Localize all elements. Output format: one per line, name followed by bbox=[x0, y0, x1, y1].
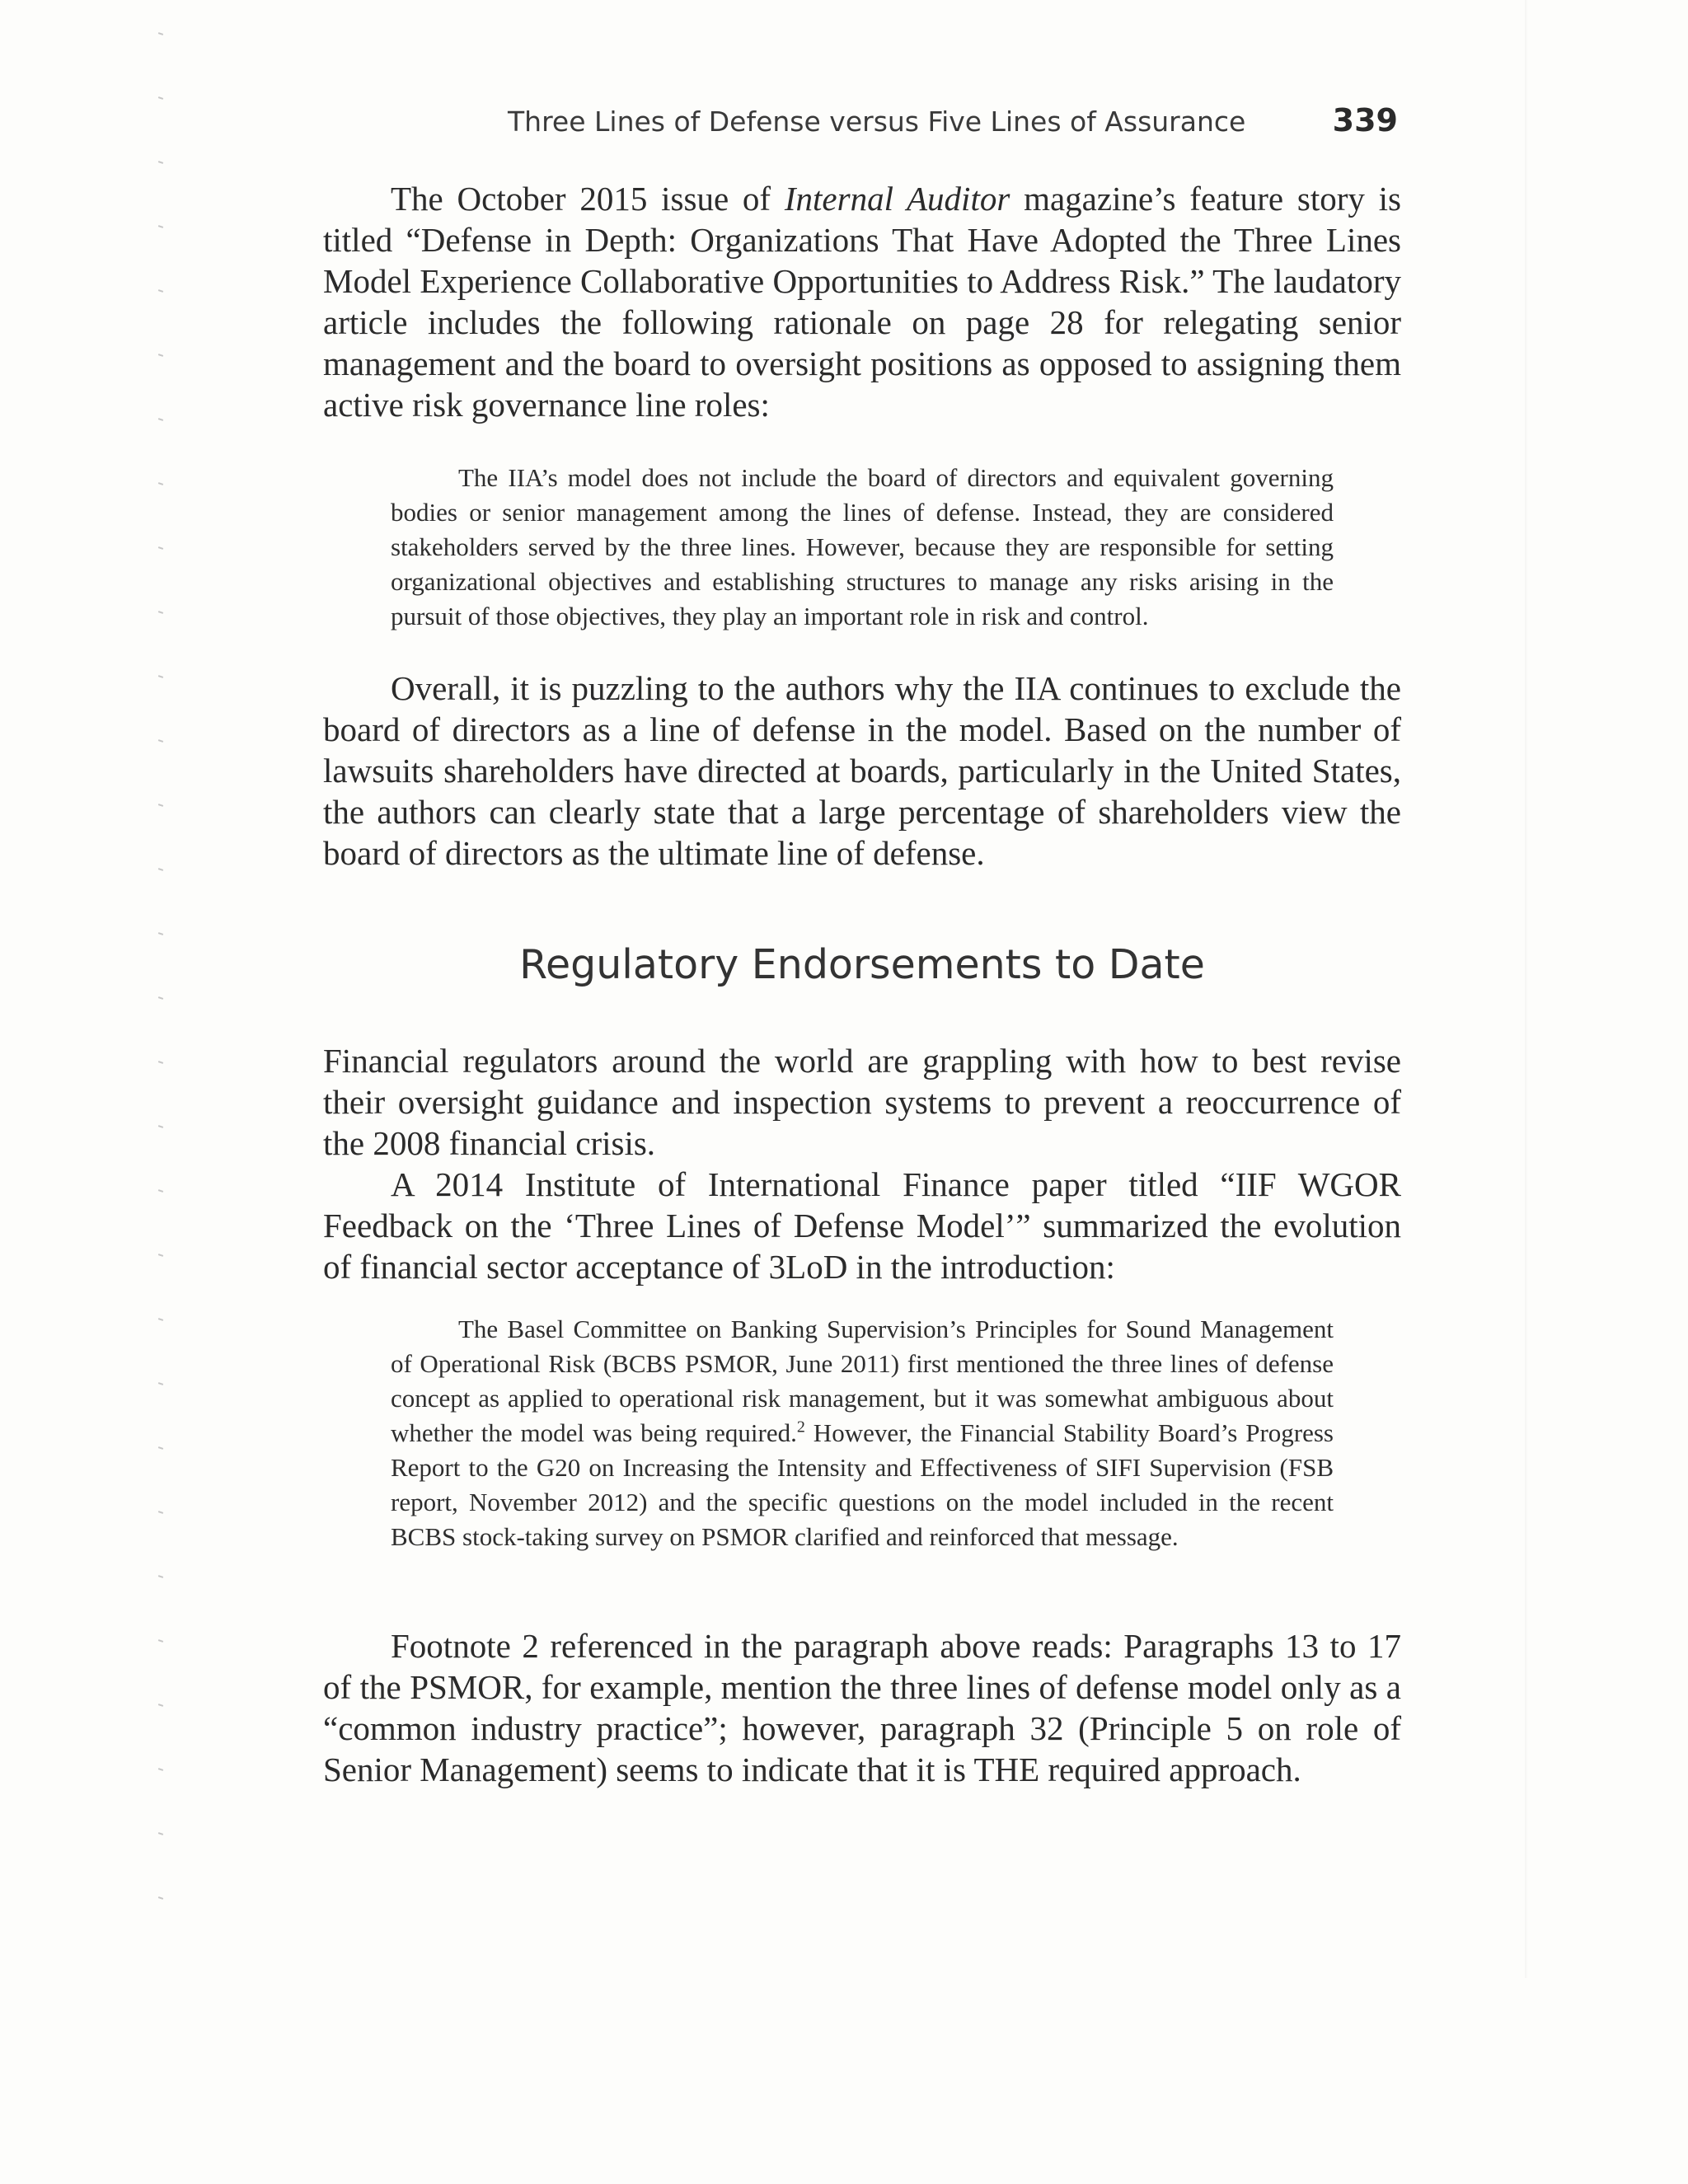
margin-tick-mark bbox=[158, 1511, 163, 1514]
paragraph-footnote-2: Footnote 2 referenced in the paragraph above reads: Paragraphs 13 to 17 of the PSMOR, for example, mention the three lines of defense model only as a “common industry practice”; however, paragraph 32 (Principle 5 on role of Senior Management) seems to indicate that it is THE required approach. bbox=[323, 1627, 1401, 1788]
quote-text: The Basel Committee on Banking Supervision’s Principles for Sound Management of Operational Risk (BCBS PSMOR, June 2011) first mentioned the three lines of defense concept as applied to operational risk management, but it was somewhat ambiguous about whether the model was being required. bbox=[391, 1315, 1334, 1447]
margin-tick-mark bbox=[158, 225, 163, 228]
margin-tick-mark bbox=[158, 611, 163, 614]
margin-tick-mark bbox=[158, 1832, 163, 1835]
margin-tick-mark bbox=[158, 675, 163, 678]
running-head: Three Lines of Defense versus Five Lines of Assurance bbox=[508, 105, 1246, 138]
margin-tick-mark bbox=[158, 482, 163, 485]
margin-tick-mark bbox=[158, 96, 163, 100]
margin-tick-mark bbox=[158, 289, 163, 293]
margin-tick-mark bbox=[158, 418, 163, 421]
margin-tick-mark bbox=[158, 1189, 163, 1193]
paragraph-puzzling: Overall, it is puzzling to the authors why the IIA continues to exclude the board of directors as a line of defense in the model. Based on the number of lawsuits shareholders have directed at boards, particularly in the United States, the authors can clearly state that a large percentage of shareholders view the board of directors as the ultimate line of defense. bbox=[323, 669, 1401, 872]
paragraph-text: magazine’s feature story is titled “Defense in Depth: Organizations That Have Adopted the Three Lines Model Experience Collaborative Opportunities to Address Risk.” The laudatory article includes the following rationale on page 28 for relegating senior management and the board to oversight positions as opposed to assigning them active risk governance line roles: bbox=[323, 180, 1401, 424]
paragraph-financial-regulators: Financial regulators around the world are grappling with how to best revise their oversight guidance and inspection systems to prevent a reoccurrence of the 2008 financial crisis. bbox=[323, 1042, 1401, 1162]
quote-text: However, the Financial Stability Board’s Progress Report to the G20 on Increasing the Intensity and Effectiveness of SIFI Supervision (FSB report, November 2012) and the specific questions on the model included in the recent BCBS stock-taking survey on PSMOR clarified and reinforced that message. bbox=[391, 1418, 1334, 1551]
margin-tick-mark bbox=[158, 932, 163, 935]
block-quote-iia-model: The IIA’s model does not include the board of directors and equivalent governing bodies or senior management among the lines of defense. Instead, they are considered stakeholders served by the three lines. However, because they are responsible for setting organizational objectives and establishing structures to manage any risks arising in the pursuit of those objectives, they play an important role in risk and control. bbox=[391, 463, 1334, 630]
margin-tick-mark bbox=[158, 1382, 163, 1385]
margin-tick-mark bbox=[158, 996, 163, 1000]
margin-tick-mark bbox=[158, 1061, 163, 1064]
paragraph-internal-auditor bbox=[323, 178, 1401, 425]
margin-tick-mark bbox=[158, 161, 163, 164]
margin-tick-mark bbox=[158, 1125, 163, 1128]
margin-tick-mark bbox=[158, 1704, 163, 1707]
margin-tick-mark bbox=[158, 868, 163, 871]
margin-tick-mark bbox=[158, 32, 163, 35]
margin-tick-mark bbox=[158, 354, 163, 357]
margin-tick-mark bbox=[158, 1446, 163, 1450]
block-quote-basel bbox=[391, 1312, 1334, 1554]
margin-tick-mark bbox=[158, 804, 163, 807]
margin-tick-mark bbox=[158, 1318, 163, 1321]
magazine-title: Internal Auditor bbox=[784, 180, 1010, 218]
footnote-reference: 2 bbox=[796, 1418, 805, 1436]
page-header bbox=[508, 102, 1398, 147]
margin-tick-mark bbox=[158, 1639, 163, 1643]
paragraph-iif-paper: A 2014 Institute of International Finance paper titled “IIF WGOR Feedback on the ‘Three Lines of Defense Model’” summarized the evolution of financial sector acceptance of 3LoD in the introduction: bbox=[323, 1165, 1401, 1286]
paragraph-text: The October 2015 issue of bbox=[391, 180, 785, 218]
margin-tick-mark bbox=[158, 546, 163, 550]
margin-tick-mark bbox=[158, 1896, 163, 1900]
page-number: 339 bbox=[1332, 102, 1398, 138]
margin-tick-mark bbox=[158, 1575, 163, 1578]
section-heading: Regulatory Endorsements to Date bbox=[519, 941, 1205, 988]
margin-tick-mark bbox=[158, 739, 163, 743]
margin-tick-mark bbox=[158, 1768, 163, 1771]
margin-tick-mark bbox=[158, 1254, 163, 1257]
binding-margin-marks bbox=[158, 33, 168, 1953]
scan-edge-shadow bbox=[1525, 0, 1528, 1978]
